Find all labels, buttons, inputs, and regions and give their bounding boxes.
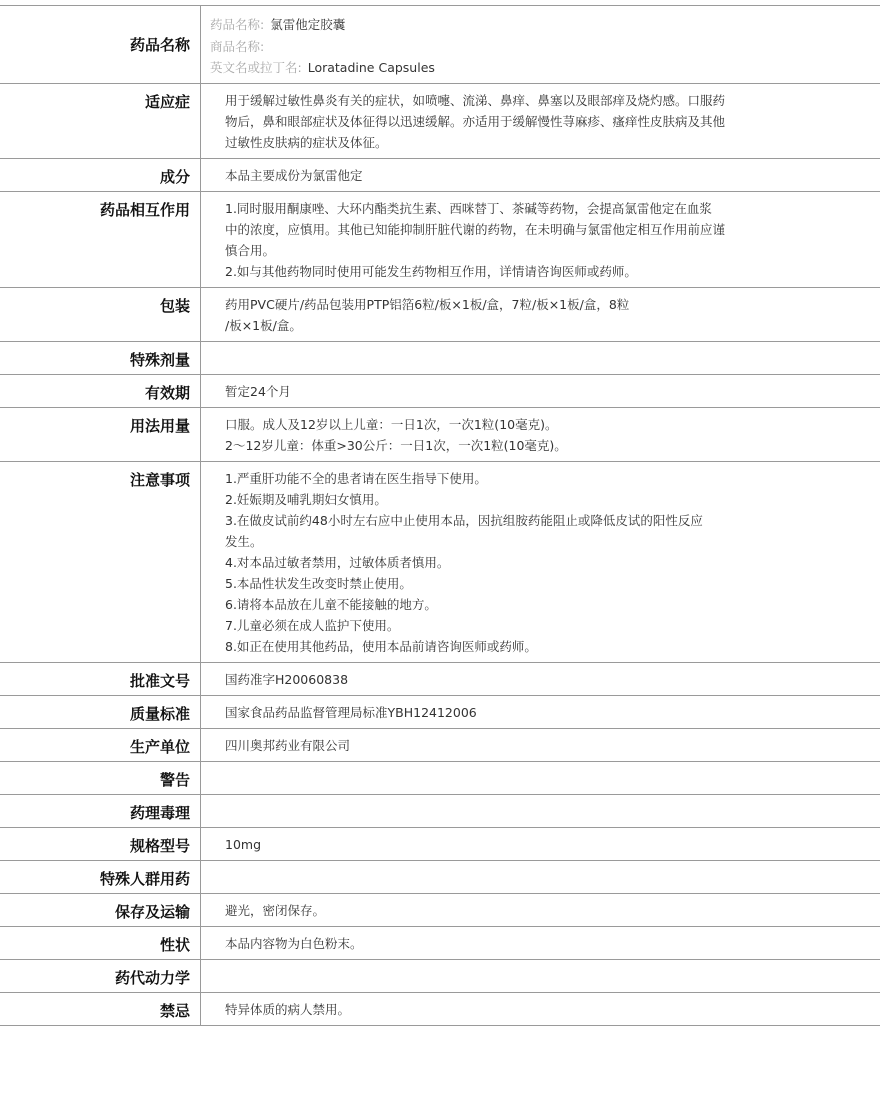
row-label: 包装: [0, 288, 201, 341]
row-value: [201, 828, 801, 860]
value-line: 过敏性皮肤病的症状及体征。: [225, 134, 388, 150]
row-drug-name: [0, 6, 880, 84]
value-line: 5.本品性状发生改变时禁止使用。: [225, 575, 412, 591]
generic-name-value: 氯雷他定胶囊: [270, 17, 346, 32]
row-label: 规格型号: [0, 828, 201, 860]
table-row: [0, 663, 880, 696]
value-line: 本品内容物为白色粉末。: [225, 935, 363, 951]
row-value: [201, 795, 801, 827]
table-row: [0, 861, 880, 894]
trade-name-line: [210, 36, 435, 58]
value-line: /板×1板/盒。: [225, 317, 302, 333]
trade-name-key: 商品名称:: [210, 38, 265, 54]
value-line: 6.请将本品放在儿童不能接触的地方。: [225, 596, 437, 612]
row-label: 成分: [0, 159, 201, 191]
row-value: [201, 960, 801, 992]
row-value: [201, 993, 801, 1025]
row-value: [201, 861, 801, 893]
value-line: 1.严重肝功能不全的患者请在医生指导下使用。: [225, 470, 487, 486]
value-line: 特异体质的病人禁用。: [225, 1001, 351, 1017]
info-rows: [0, 84, 880, 1026]
value-line: 2.如与其他药物同时使用可能发生药物相互作用，详情请咨询医师或药师。: [225, 263, 637, 279]
table-row: [0, 288, 880, 342]
value-line: 国家食品药品监督管理局标准YBH12412006: [225, 704, 477, 720]
value-line: 国药准字H20060838: [225, 671, 349, 687]
table-row: [0, 729, 880, 762]
table-row: [0, 993, 880, 1026]
value-line: 中的浓度，应慎用。其他已知能抑制肝脏代谢的药物，在未明确与氯雷他定相互作用前应谨: [225, 221, 726, 237]
value-line: 慎合用。: [225, 242, 276, 258]
table-row: [0, 192, 880, 288]
english-name-value: Loratadine Capsules: [307, 60, 435, 75]
row-value: [201, 192, 801, 287]
row-value: [201, 927, 801, 959]
row-label: 禁忌: [0, 993, 201, 1025]
row-label: 质量标准: [0, 696, 201, 728]
row-value: [201, 894, 801, 926]
row-label: 药品相互作用: [0, 192, 201, 287]
value-line: 1.同时服用酮康唑、大环内酯类抗生素、西咪替丁、茶碱等药物，会提高氯雷他定在血浆: [225, 200, 712, 216]
row-label: 生产单位: [0, 729, 201, 761]
value-line: 用于缓解过敏性鼻炎有关的症状，如喷嚏、流涕、鼻痒、鼻塞以及眼部痒及烧灼感。口服药: [225, 92, 726, 108]
value-line: 7.儿童必须在成人监护下使用。: [225, 617, 400, 633]
drug-name-block: [201, 6, 435, 83]
value-line: 物后，鼻和眼部症状及体征得以迅速缓解。亦适用于缓解慢性荨麻疹、瘙痒性皮肤病及其他: [225, 113, 726, 129]
table-row: [0, 159, 880, 192]
row-value: [201, 84, 801, 158]
value-line: 四川奥邦药业有限公司: [225, 737, 351, 753]
row-label: 特殊剂量: [0, 342, 201, 374]
value-line: 发生。: [225, 533, 263, 549]
row-label: 特殊人群用药: [0, 861, 201, 893]
table-row: [0, 84, 880, 159]
row-value: [201, 762, 801, 794]
english-name-key: 英文名或拉丁名:: [210, 60, 302, 75]
row-label: 药代动力学: [0, 960, 201, 992]
table-row: [0, 894, 880, 927]
row-label: 有效期: [0, 375, 201, 407]
row-value: [201, 462, 801, 662]
row-label: 警告: [0, 762, 201, 794]
row-label: 药品名称: [0, 6, 201, 83]
row-value: [201, 729, 801, 761]
row-value: [201, 159, 801, 191]
row-label: 注意事项: [0, 462, 201, 662]
row-value: [201, 408, 801, 461]
row-label: 批准文号: [0, 663, 201, 695]
value-line: 药用PVC硬片/药品包装用PTP铝箔6粒/板×1板/盒，7粒/板×1板/盒，8粒: [225, 296, 630, 312]
english-name-line: [210, 57, 435, 79]
row-value: [201, 696, 801, 728]
value-line: 口服。成人及12岁以上儿童：一日1次，一次1粒(10毫克)。: [225, 416, 558, 432]
row-value: [201, 288, 801, 341]
value-line: 4.对本品过敏者禁用，过敏体质者慎用。: [225, 554, 450, 570]
table-row: [0, 960, 880, 993]
row-label: 适应症: [0, 84, 201, 158]
table-row: [0, 762, 880, 795]
value-line: 2.妊娠期及哺乳期妇女慎用。: [225, 491, 387, 507]
drug-info-table: [0, 5, 880, 1026]
row-label: 药理毒理: [0, 795, 201, 827]
row-value: [201, 342, 801, 374]
table-row: [0, 462, 880, 663]
row-label: 用法用量: [0, 408, 201, 461]
row-value: [201, 663, 801, 695]
table-row: [0, 375, 880, 408]
row-label: 性状: [0, 927, 201, 959]
value-line: 本品主要成份为氯雷他定: [225, 167, 363, 183]
generic-name-line: [210, 14, 435, 36]
generic-name-key: 药品名称:: [210, 17, 265, 32]
value-line: 3.在做皮试前约48小时左右应中止使用本品，因抗组胺药能阻止或降低皮试的阳性反应: [225, 512, 703, 528]
value-line: 暂定24个月: [225, 383, 291, 399]
table-row: [0, 828, 880, 861]
row-label: 保存及运输: [0, 894, 201, 926]
value-line: 2～12岁儿童：体重>30公斤：一日1次，一次1粒(10毫克)。: [225, 437, 567, 453]
table-row: [0, 342, 880, 375]
value-line: 10mg: [225, 836, 262, 852]
value-line: 避光，密闭保存。: [225, 902, 326, 918]
table-row: [0, 795, 880, 828]
table-row: [0, 408, 880, 462]
table-row: [0, 927, 880, 960]
table-row: [0, 696, 880, 729]
value-line: 8.如正在使用其他药品，使用本品前请咨询医师或药师。: [225, 638, 537, 654]
row-value: [201, 375, 801, 407]
